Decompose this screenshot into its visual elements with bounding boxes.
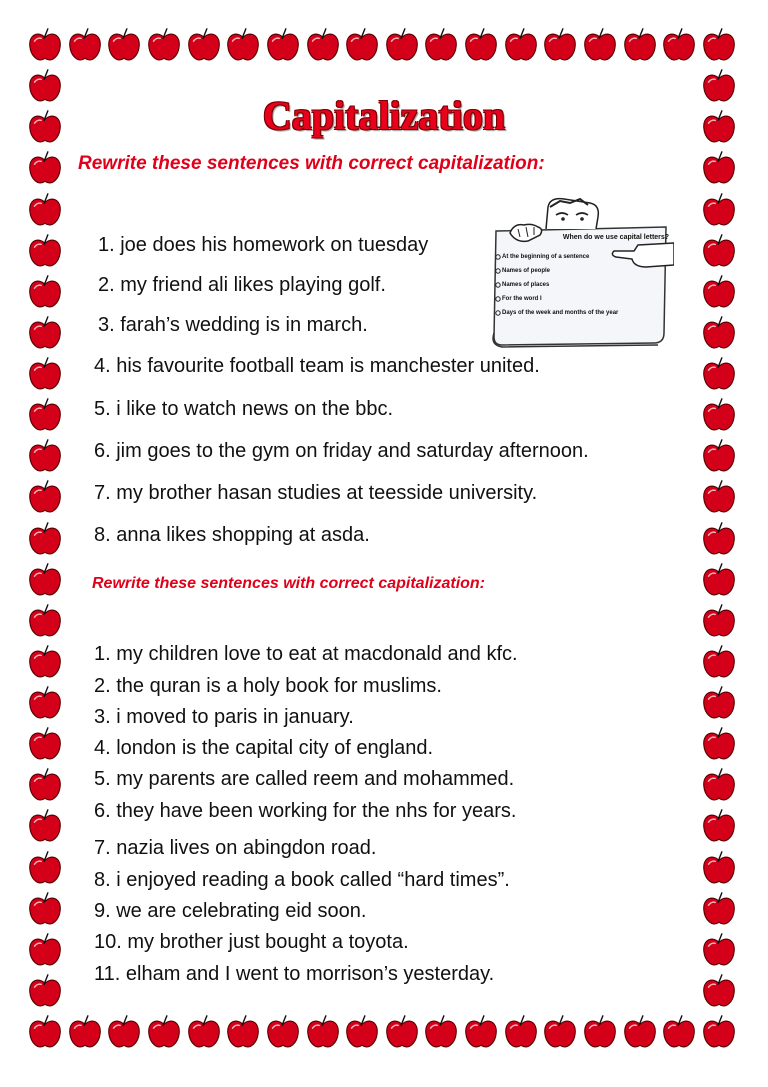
apple-icon	[700, 890, 738, 928]
apple-icon	[700, 232, 738, 270]
apple-icon	[700, 355, 738, 393]
apple-icon	[621, 26, 659, 64]
clipart-item-1: At the beginning of a sentence	[502, 254, 590, 260]
apple-icon	[700, 478, 738, 516]
apple-icon	[700, 1013, 738, 1051]
apple-icon	[304, 26, 342, 64]
apple-icon	[26, 931, 64, 969]
apple-icon	[502, 26, 540, 64]
apple-icon	[26, 561, 64, 599]
apple-icon	[26, 149, 64, 187]
apple-icon	[26, 520, 64, 558]
apple-icon	[26, 725, 64, 763]
apple-icon	[700, 725, 738, 763]
clipart-item-3: Names of places	[502, 282, 550, 288]
clipart-item-4: For the word I	[502, 296, 542, 302]
apple-icon	[700, 684, 738, 722]
sentence-2-1: 1. my children love to eat at macdonald and kfc.	[94, 643, 518, 665]
apple-icon	[26, 232, 64, 270]
apple-icon	[26, 478, 64, 516]
apple-icon	[422, 1013, 460, 1051]
apple-icon	[26, 643, 64, 681]
sentence-1-6: 6. jim goes to the gym on friday and saturday afternoon.	[94, 440, 589, 462]
apple-icon	[26, 26, 64, 64]
apple-icon	[105, 26, 143, 64]
apple-icon	[462, 1013, 500, 1051]
apple-icon	[621, 1013, 659, 1051]
page-title: Capitalization	[262, 93, 506, 138]
apple-icon	[541, 26, 579, 64]
apple-icon	[343, 26, 381, 64]
apple-icon	[26, 849, 64, 887]
apple-icon	[264, 1013, 302, 1051]
apple-icon	[264, 26, 302, 64]
apple-icon	[700, 807, 738, 845]
sentence-2-11: 11. elham and I went to morrison’s yesterday.	[94, 963, 495, 985]
apple-icon	[26, 602, 64, 640]
apple-icon	[700, 849, 738, 887]
apple-icon	[700, 273, 738, 311]
clipart-heading: When do we use capital letters?	[562, 234, 670, 241]
sentence-2-9: 9. we are celebrating eid soon.	[94, 900, 367, 922]
apple-icon	[304, 1013, 342, 1051]
apple-icon	[26, 437, 64, 475]
apple-icon	[502, 1013, 540, 1051]
apple-icon	[700, 396, 738, 434]
sentence-2-5: 5. my parents are called reem and mohammed.	[94, 768, 515, 790]
apple-icon	[700, 314, 738, 352]
apple-icon	[700, 602, 738, 640]
apple-icon	[541, 1013, 579, 1051]
sentence-1-5: 5. i like to watch news on the bbc.	[94, 398, 394, 420]
sentence-2-2: 2. the quran is a holy book for muslims.	[94, 675, 442, 697]
instruction-2: Rewrite these sentences with correct capitalization:	[92, 575, 486, 592]
apple-icon	[660, 26, 698, 64]
apple-icon	[462, 26, 500, 64]
apple-icon	[66, 1013, 104, 1051]
apple-icon	[26, 314, 64, 352]
apple-icon	[383, 26, 421, 64]
sentence-1-2: 2. my friend ali likes playing golf.	[98, 274, 386, 296]
apple-icon	[224, 26, 262, 64]
instruction-1: Rewrite these sentences with correct capitalization:	[78, 153, 545, 174]
sentence-2-7: 7. nazia lives on abingdon road.	[94, 837, 377, 859]
apple-icon	[700, 766, 738, 804]
sentence-2-3: 3. i moved to paris in january.	[94, 706, 354, 728]
sentence-2-4: 4. london is the capital city of england.	[94, 737, 434, 759]
apple-icon	[26, 1013, 64, 1051]
apple-icon	[700, 437, 738, 475]
apple-icon	[26, 807, 64, 845]
apple-icon	[66, 26, 104, 64]
apple-icon	[26, 191, 64, 229]
apple-icon	[700, 149, 738, 187]
apple-icon	[700, 26, 738, 64]
apple-icon	[105, 1013, 143, 1051]
clipart-item-5: Days of the week and months of the year	[502, 310, 619, 316]
apple-icon	[581, 26, 619, 64]
apple-icon	[185, 26, 223, 64]
apple-icon	[145, 26, 183, 64]
sentence-1-3: 3. farah’s wedding is in march.	[98, 314, 368, 336]
apple-icon	[185, 1013, 223, 1051]
apple-icon	[26, 355, 64, 393]
apple-icon	[581, 1013, 619, 1051]
apple-icon	[224, 1013, 262, 1051]
sentence-1-4: 4. his favourite football team is manchester united.	[94, 355, 540, 377]
apple-icon	[26, 396, 64, 434]
apple-icon	[343, 1013, 381, 1051]
apple-icon	[700, 191, 738, 229]
apple-icon	[700, 972, 738, 1010]
sentence-1-1: 1. joe does his homework on tuesday	[98, 234, 429, 256]
apple-icon	[26, 684, 64, 722]
sentence-2-6: 6. they have been working for the nhs for years.	[94, 800, 517, 822]
capital-letters-clipart	[488, 193, 674, 351]
clipart-item-2: Names of people	[502, 268, 551, 274]
apple-icon	[700, 931, 738, 969]
sentence-1-8: 8. anna likes shopping at asda.	[94, 524, 370, 546]
apple-icon	[700, 561, 738, 599]
apple-icon	[383, 1013, 421, 1051]
apple-icon	[26, 890, 64, 928]
apple-icon	[660, 1013, 698, 1051]
sentence-2-8: 8. i enjoyed reading a book called “hard times”.	[94, 869, 510, 891]
apple-icon	[26, 273, 64, 311]
apple-icon	[700, 643, 738, 681]
apple-icon	[26, 972, 64, 1010]
sentence-2-10: 10. my brother just bought a toyota.	[94, 931, 409, 953]
apple-icon	[26, 766, 64, 804]
sentence-1-7: 7. my brother hasan studies at teesside university.	[94, 482, 538, 504]
apple-icon	[700, 520, 738, 558]
apple-icon	[422, 26, 460, 64]
apple-icon	[145, 1013, 183, 1051]
